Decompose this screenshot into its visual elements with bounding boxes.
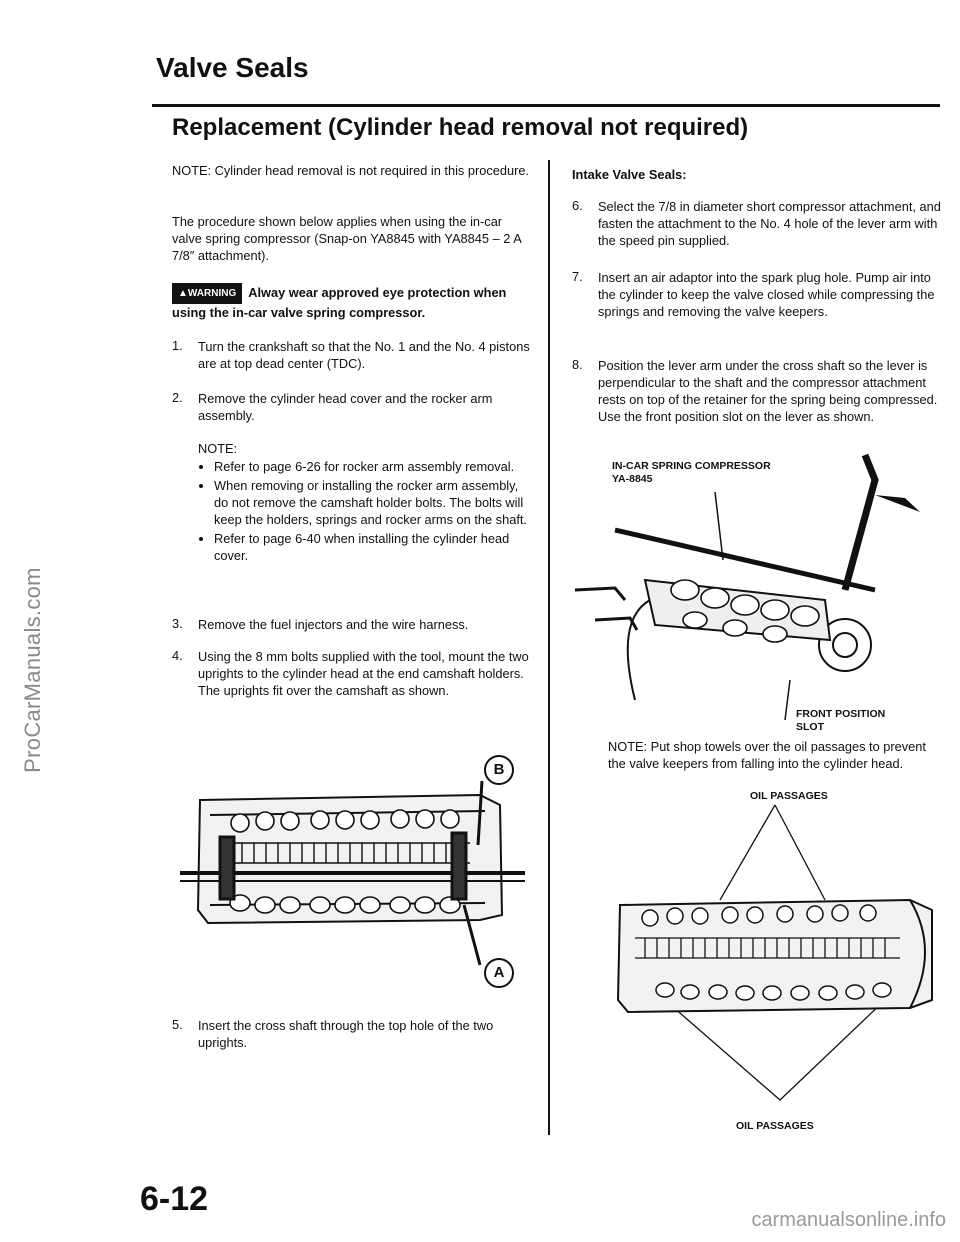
front-slot-label — [796, 708, 885, 734]
step-4-text: Using the 8 mm bolts supplied with the tool, mount the two uprights to the cylinder head at the end camshaft holders. The uprights fit over the camshaft as shown. — [198, 649, 529, 698]
note-cylinder-head: NOTE: Cylinder head removal is not required in this procedure. — [172, 163, 530, 178]
oil-passages-illustration — [610, 800, 940, 1120]
compressor-label-line1: IN-CAR SPRING COMPRESSOR — [612, 460, 771, 472]
compressor-label-line2: YA-8845 — [612, 473, 653, 485]
intro-paragraph: The procedure shown below applies when using the in-car valve spring compressor (Snap-on YA8845 with YA8845 – 2 A 7/8″ attachment). — [172, 214, 522, 263]
warning-text: Alway wear approved eye protection when using the in-car valve spring compressor. — [172, 284, 507, 320]
front-slot-label-line1: FRONT POSITION — [796, 708, 886, 720]
side-watermark — [18, 470, 48, 870]
step-number: 5. — [172, 1017, 183, 1032]
page-number: 6-12 — [140, 1180, 209, 1218]
page-title: Valve Seals — [156, 52, 309, 83]
oil-passages-label-top: OIL PASSAGES — [750, 790, 828, 802]
section-subtitle: Replacement (Cylinder head removal not required) — [172, 114, 749, 141]
step-number: 7. — [572, 269, 583, 284]
step-number: 1. — [172, 338, 183, 353]
note-label: NOTE: — [198, 441, 238, 456]
step-7-text: Insert an air adaptor into the spark plug hole. Pump air into the cylinder to keep the valve closed while compressing the springs and removing the valve keepers. — [598, 270, 935, 319]
step-number: 6. — [572, 198, 583, 213]
step-number: 2. — [172, 390, 183, 405]
step-8-text: Position the lever arm under the cross shaft so the lever is perpendicular to the shaft and the compressor attachment rests on top of the retainer for the spring being compressed. Use the front position slot on the lever as shown. — [598, 358, 938, 424]
note-item: • Refer to page 6-40 when installing the cylinder head cover. — [214, 530, 534, 564]
warning-badge: ▲WARNING — [172, 283, 242, 304]
step-1-text: Turn the crankshaft so that the No. 1 and the No. 4 pistons are at top dead center (TDC). — [198, 339, 530, 371]
note-item: • Refer to page 6-26 for rocker arm assembly removal. — [214, 458, 534, 475]
step-3-text: Remove the fuel injectors and the wire harness. — [198, 617, 469, 632]
note-oil-passages: NOTE: Put shop towels over the oil passages to prevent the valve keepers from falling into the cylinder head. — [608, 739, 926, 771]
warning-block — [172, 283, 534, 321]
step-2-text: Remove the cylinder head cover and the rocker arm assembly. — [198, 391, 493, 423]
oil-passages-label-bottom: OIL PASSAGES — [736, 1120, 814, 1132]
callout-a: A — [484, 958, 514, 988]
footer-watermark: carmanualsonline.info — [751, 1209, 946, 1231]
step-number: 8. — [572, 357, 583, 372]
spring-compressor-illustration — [575, 450, 945, 730]
cylinder-head-uprights-illustration — [180, 745, 530, 995]
step-number: 3. — [172, 616, 183, 631]
title-rule — [152, 104, 940, 107]
note-item: • When removing or installing the rocker arm assembly, do not remove the camshaft holder bolts. The bolts will keep the holders, springs and rocker arms on the shaft. — [214, 477, 534, 528]
notes-list — [198, 458, 534, 566]
callout-b: B — [484, 755, 514, 785]
column-divider — [548, 160, 550, 1135]
intake-heading: Intake Valve Seals: — [572, 167, 687, 182]
front-slot-label-line2: SLOT — [796, 721, 824, 733]
compressor-label — [612, 460, 771, 486]
step-number: 4. — [172, 648, 183, 663]
step-5-text: Insert the cross shaft through the top hole of the two uprights. — [198, 1018, 494, 1050]
side-watermark-text: ProCarManuals.com — [20, 567, 45, 773]
step-6-text: Select the 7/8 in diameter short compressor attachment, and fasten the attachment to the No. 4 hole of the lever arm with the speed pin supplied. — [598, 199, 941, 248]
